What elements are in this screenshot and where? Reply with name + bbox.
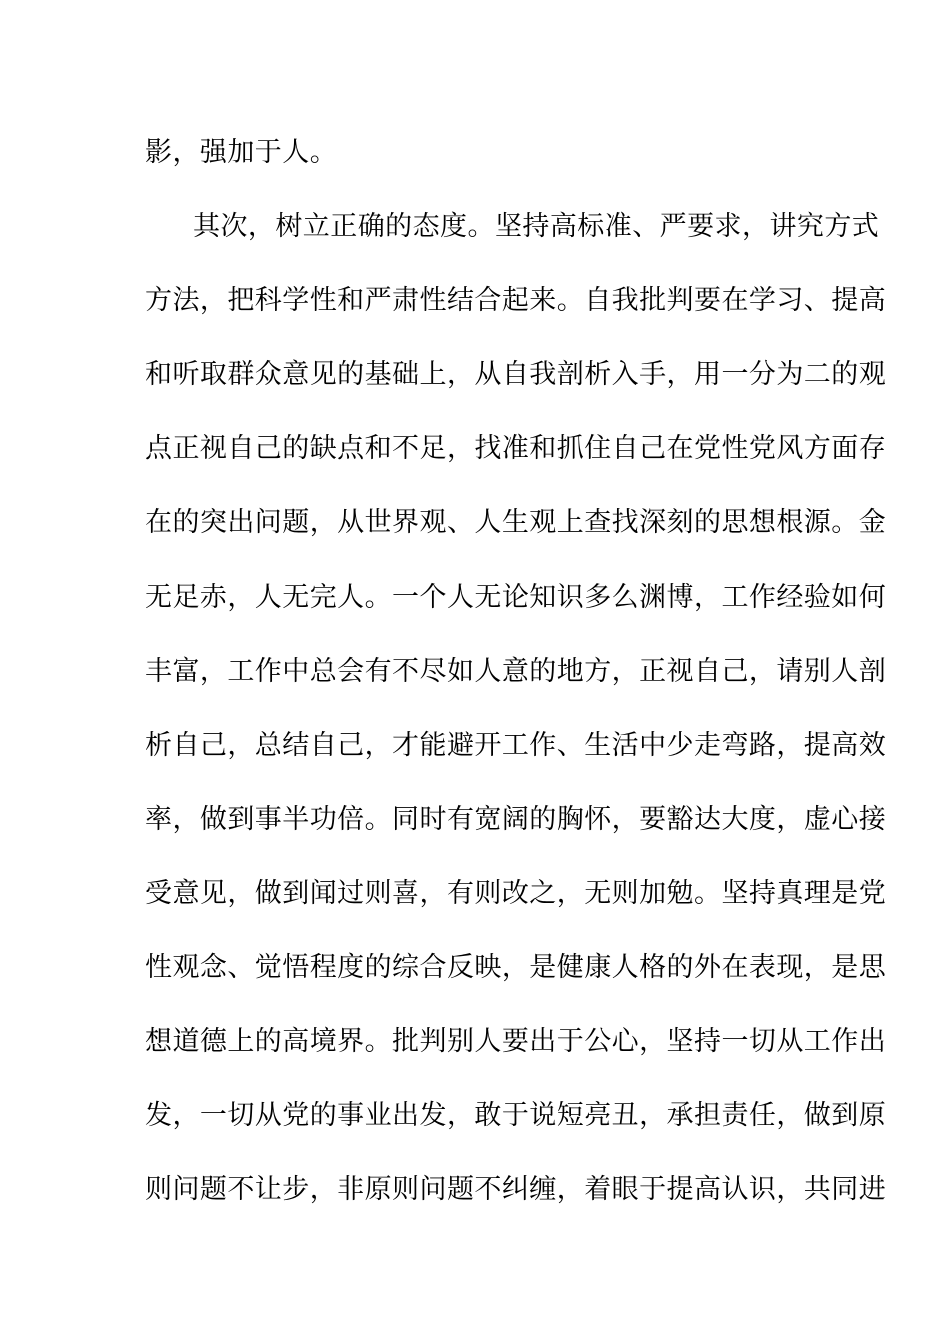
text-line: 无足赤，人无完人。一个人无论知识多么渊博，工作经验如何 bbox=[145, 581, 887, 613]
body-text bbox=[145, 130, 887, 1241]
text-line: 性观念、觉悟程度的综合反映，是健康人格的外在表现，是思 bbox=[145, 952, 887, 984]
text-line: 丰富，工作中总会有不尽如人意的地方，正视自己，请别人剖 bbox=[145, 655, 887, 687]
text-line: 发，一切从党的事业出发，敢于说短亮丑，承担责任，做到原 bbox=[145, 1100, 887, 1132]
text-line: 点正视自己的缺点和不足，找准和抓住自己在党性党风方面存 bbox=[145, 433, 887, 465]
text-line: 想道德上的高境界。批判别人要出于公心，坚持一切从工作出 bbox=[145, 1026, 887, 1058]
text-line: 析自己，总结自己，才能避开工作、生活中少走弯路，提高效 bbox=[145, 729, 887, 761]
text-line: 方法，把科学性和严肃性结合起来。自我批判要在学习、提高 bbox=[145, 285, 887, 317]
text-line: 率，做到事半功倍。同时有宽阔的胸怀，要豁达大度，虚心接 bbox=[145, 803, 887, 835]
text-line: 和听取群众意见的基础上，从自我剖析入手，用一分为二的观 bbox=[145, 359, 887, 391]
paragraph-start-line: 其次，树立正确的态度。坚持高标准、严要求，讲究方式 bbox=[193, 211, 880, 243]
text-line: 受意见，做到闻过则喜，有则改之，无则加勉。坚持真理是党 bbox=[145, 877, 887, 909]
text-line: 影，强加于人。 bbox=[145, 137, 338, 168]
text-line: 则问题不让步，非原则问题不纠缠，着眼于提高认识，共同进 bbox=[145, 1174, 887, 1206]
text-line: 在的突出问题，从世界观、人生观上查找深刻的思想根源。金 bbox=[145, 507, 887, 539]
